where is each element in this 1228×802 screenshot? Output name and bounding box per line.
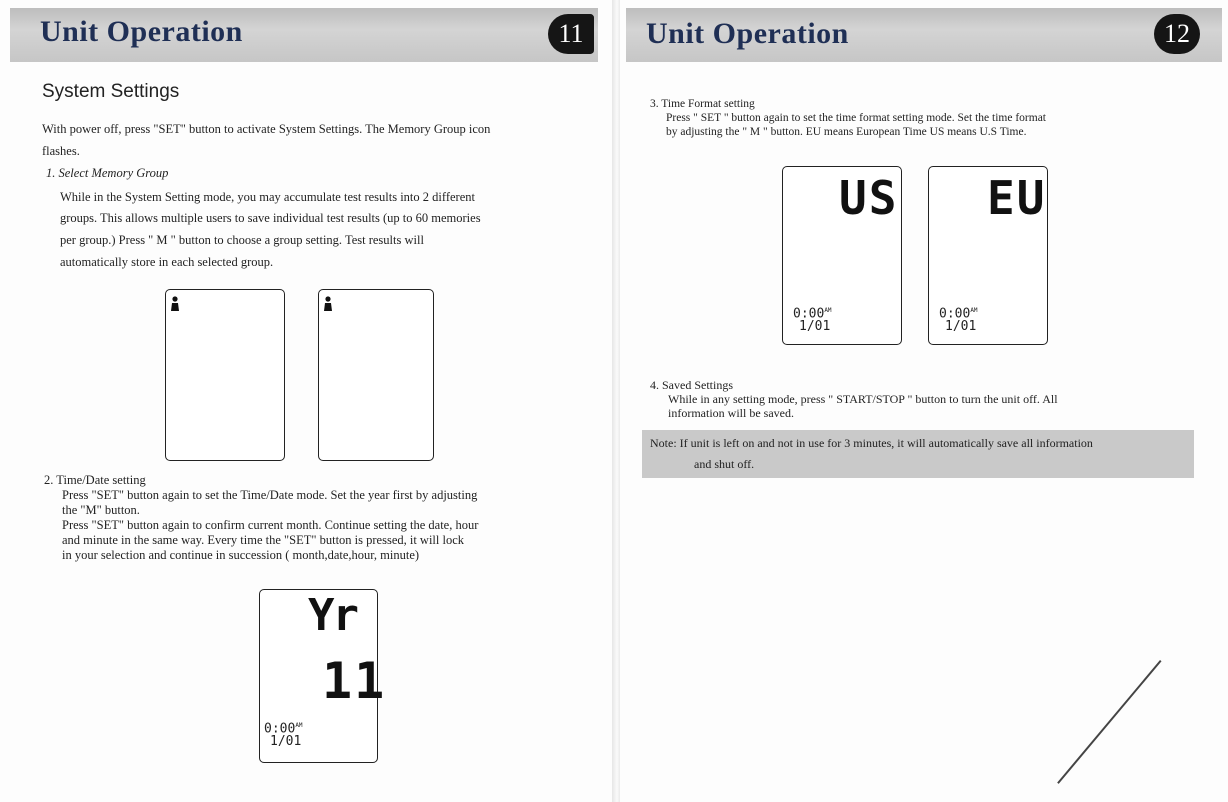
lcd-year-label: Yr — [308, 590, 357, 641]
page-header — [626, 8, 1222, 62]
user-1-icon — [170, 296, 180, 312]
page-edge-line — [1057, 660, 1161, 784]
section-title: System Settings — [42, 81, 180, 102]
step2-line-3: Press "SET" button again to confirm current month. Continue setting the date, hour — [62, 518, 479, 532]
lcd-eu-label: EU — [987, 171, 1047, 225]
step2-line-4: and minute in the same way. Every time the "SET" button is pressed, it will lock — [62, 533, 465, 547]
step3-line-1: Press " SET " button again to set the time format setting mode. Set the time format — [666, 112, 1046, 124]
page-number-badge: 12 — [1154, 14, 1200, 54]
step2-heading: 2. Time/Date setting — [44, 473, 146, 487]
page-title: Unit Operation — [40, 15, 243, 48]
lcd-us-label: US — [839, 171, 899, 225]
lcd-time-readout: $0:00^{AM}$ — [264, 721, 303, 737]
lcd-time-readout: $0:00^{AM}$ — [939, 306, 978, 322]
note-line-1: Note: If unit is left on and not in use for 3 minutes, it will automatically save all information — [650, 436, 1093, 450]
intro-line-2: flashes. — [42, 144, 80, 158]
step4-heading: 4. Saved Settings — [650, 378, 733, 392]
page-number-badge: 11 — [548, 14, 594, 54]
step2-line-2: the "M" button. — [62, 503, 140, 517]
user-2-icon — [323, 296, 333, 312]
step1-line-2: groups. This allows multiple users to save individual test results (up to 60 memories — [60, 211, 481, 225]
step1-heading: 1. Select Memory Group — [46, 166, 169, 180]
page-12 — [620, 0, 1228, 802]
page-title: Unit Operation — [646, 17, 849, 50]
step4-line-1: While in any setting mode, press " START/STOP " button to turn the unit off. All — [668, 392, 1058, 406]
lcd-memory-group-1 — [165, 289, 285, 461]
lcd-date-readout: 1/01 — [945, 319, 977, 334]
step1-line-4: automatically store in each selected group. — [60, 255, 274, 269]
page-header — [10, 8, 598, 62]
step2-line-5: in your selection and continue in succession ( month,date,hour, minute) — [62, 548, 420, 562]
step3-heading: 3. Time Format setting — [650, 98, 755, 110]
lcd-time-format-eu — [928, 166, 1048, 345]
step2-line-1: Press "SET" button again to set the Time/Date mode. Set the year first by adjusting — [62, 488, 478, 502]
lcd-date-readout: 1/01 — [270, 734, 302, 749]
lcd-year-value: 11 — [322, 652, 387, 710]
note-box — [642, 430, 1194, 478]
note-line-2: and shut off. — [694, 457, 755, 471]
step1-line-3: per group.) Press " M " button to choose a group setting. Test results will — [60, 233, 424, 247]
lcd-time-format-us — [782, 166, 902, 345]
step1-line-1: While in the System Setting mode, you may accumulate test results into 2 different — [60, 190, 475, 204]
lcd-date-readout: 1/01 — [799, 319, 831, 334]
lcd-memory-group-2 — [318, 289, 434, 461]
lcd-time-readout: $0:00^{AM}$ — [793, 306, 832, 322]
intro-line-1: With power off, press "SET" button to activate System Settings. The Memory Group icon — [42, 122, 491, 136]
step4-line-2: information will be saved. — [668, 406, 794, 420]
lcd-year-setting — [259, 589, 387, 763]
step3-line-2: by adjusting the " M " button. EU means European Time US means U.S Time. — [666, 126, 1027, 138]
